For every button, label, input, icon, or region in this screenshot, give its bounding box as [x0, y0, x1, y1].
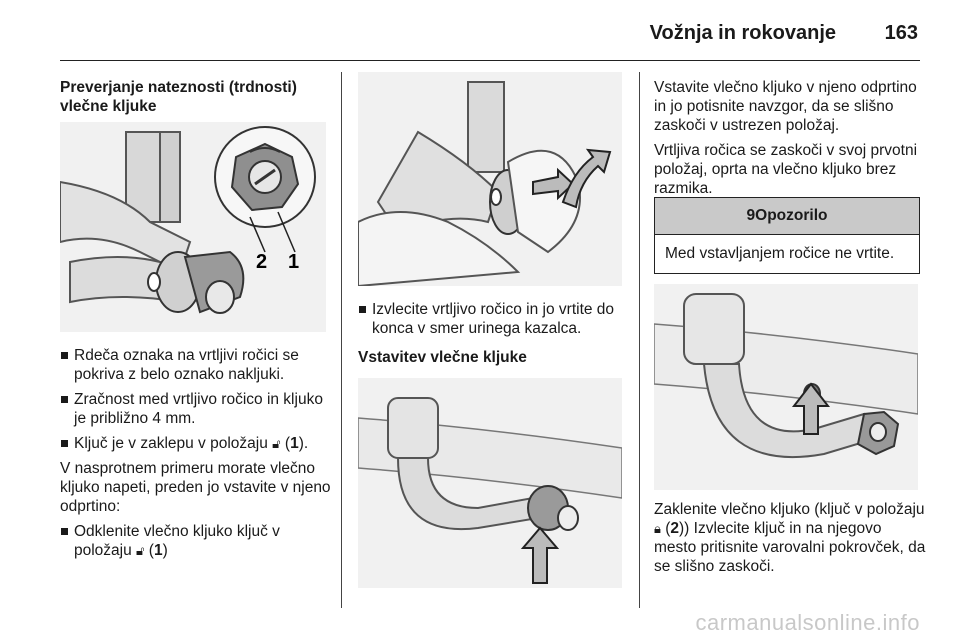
paragraph: Zaklenite vlečno kljuko (ključ v položaju 🔒︎ (2)) Izvlecite ključ in na njegovo mesto pritisnite varovalni pokrovček, da se slišno zaskoči. [654, 501, 926, 575]
warning-text: Med vstavljanjem ročice ne vrtite. [665, 245, 895, 262]
unlock-icon: 🔓︎ [272, 436, 281, 451]
warning-title: Opozorilo [755, 207, 828, 224]
page-header [60, 16, 920, 61]
footer-watermark: carmanualsonline.info [695, 610, 920, 635]
section-heading-insert: Vstavitev vlečne kljuke [358, 349, 527, 366]
column-1-text [60, 346, 332, 566]
column-1 [60, 78, 330, 122]
lock-icon: 🔒︎ [654, 521, 661, 536]
list-item: Ključ je v zaklepu v položaju 🔓︎ (1). [60, 434, 332, 453]
figure-turn-handle [358, 72, 622, 286]
column-3-bottom-text [654, 500, 926, 582]
warning-header [655, 198, 919, 235]
paragraph: Vrtljiva ročica se zaskoči v svoj prvotni položaj, oprta na vlečno kljuko brez razmika. [654, 142, 918, 197]
figure-insert-hook [358, 378, 622, 588]
figure-label-2: 2 [256, 251, 268, 273]
column-2-text [358, 300, 628, 373]
paragraph: V nasprotnem primeru morate vlečno kljuko napeti, preden jo vstavite v njeno odprtino: [60, 460, 331, 515]
column-divider-2 [639, 72, 640, 608]
page-title: Vožnja in rokovanje [649, 22, 836, 44]
list-item: Odklenite vlečno kljuko ključ v položaju 🔓︎ (1) [60, 522, 332, 560]
unlock-icon: 🔓︎ [136, 543, 145, 558]
warning-box [654, 197, 920, 274]
list-item: Rdeča oznaka na vrtljivi ročici se pokriva z belo oznako nakljuki. [60, 346, 332, 384]
figure-lock-hook [654, 284, 918, 490]
figure-label-1: 1 [288, 251, 300, 273]
figure-hook-tension [60, 122, 326, 332]
list-item: Zračnost med vrtljivo ročico in kljuko je približno 4 mm. [60, 390, 332, 428]
column-divider-1 [341, 72, 342, 608]
list-item: Izvlecite vrtljivo ročico in jo vrtite do konca v smer urinega kazalca. [358, 300, 628, 338]
section-heading-check: Preverjanje nateznosti (trdnosti) vlečne kljuke [60, 79, 297, 115]
warning-icon: 9 [746, 207, 756, 224]
page-number: 163 [884, 22, 918, 44]
column-3-text [654, 78, 924, 204]
paragraph: Vstavite vlečno kljuko v njeno odprtino in jo potisnite navzgor, da se slišno zaskoči v ustrezen položaj. [654, 79, 917, 134]
